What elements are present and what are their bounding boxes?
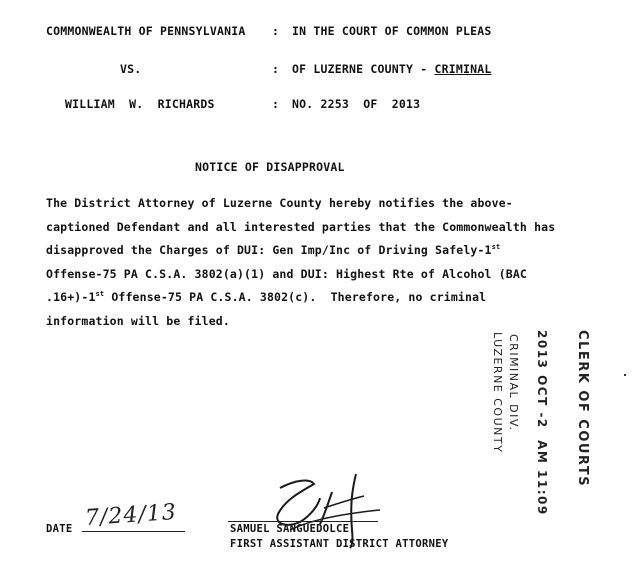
body-text-segment: .16+)-1 — [46, 290, 96, 304]
caption-separator: : — [272, 24, 280, 38]
caption-vs: VS. — [120, 62, 142, 76]
date-label: DATE — [46, 523, 73, 535]
caption-county-text: OF LUZERNE COUNTY - — [292, 62, 435, 76]
stamp-clerk-of-courts: CLERK OF COURTS — [575, 330, 590, 488]
body-line: The District Attorney of Luzerne County hereby notifies the above- — [46, 196, 513, 210]
scan-speck — [624, 374, 626, 376]
notice-title: NOTICE OF DISAPPROVAL — [195, 160, 345, 174]
notice-body — [46, 192, 586, 333]
signer-name: SAMUEL SANGUEDOLCE — [230, 523, 350, 535]
caption-separator: : — [272, 97, 280, 111]
handwritten-date: 7/24/13 — [84, 499, 178, 532]
caption-defendant: WILLIAM W. RICHARDS — [65, 97, 215, 111]
caption-county — [292, 63, 491, 76]
signer-title: FIRST ASSISTANT DISTRICT ATTORNEY — [230, 538, 449, 550]
caption-separator: : — [272, 62, 280, 76]
date-line — [82, 531, 185, 532]
ordinal-suffix: st — [491, 243, 501, 252]
stamp-luzerne-county: LUZERNE COUNTY — [491, 332, 504, 454]
body-text-segment: Offense-75 PA C.S.A. 3802(c). Therefore, no criminal — [104, 290, 487, 304]
caption-docket-number: NO. 2253 OF 2013 — [292, 97, 421, 111]
ordinal-suffix: st — [95, 290, 105, 299]
caption-court: IN THE COURT OF COMMON PLEAS — [292, 24, 492, 38]
body-text-segment: disapproved the Charges of DUI: Gen Imp/Inc of Driving Safely-1 — [46, 243, 492, 257]
body-line: information will be filed. — [46, 313, 230, 328]
body-line — [46, 286, 586, 310]
caption-division: CRIMINAL — [434, 62, 492, 76]
caption-commonwealth: COMMONWEALTH OF PENNSYLVANIA — [46, 24, 246, 38]
signature-line — [228, 521, 378, 522]
body-line: captioned Defendant and all interested parties that the Commonwealth has — [46, 219, 556, 234]
body-line: Offense-75 PA C.S.A. 3802(a)(1) and DUI: Highest Rte of Alcohol (BAC — [46, 266, 528, 281]
stamp-criminal-division: CRIMINAL DIV. — [507, 334, 520, 432]
body-line — [46, 239, 586, 263]
stamp-date-time: 2013 OCT -2 AM 11:09 — [535, 330, 549, 516]
